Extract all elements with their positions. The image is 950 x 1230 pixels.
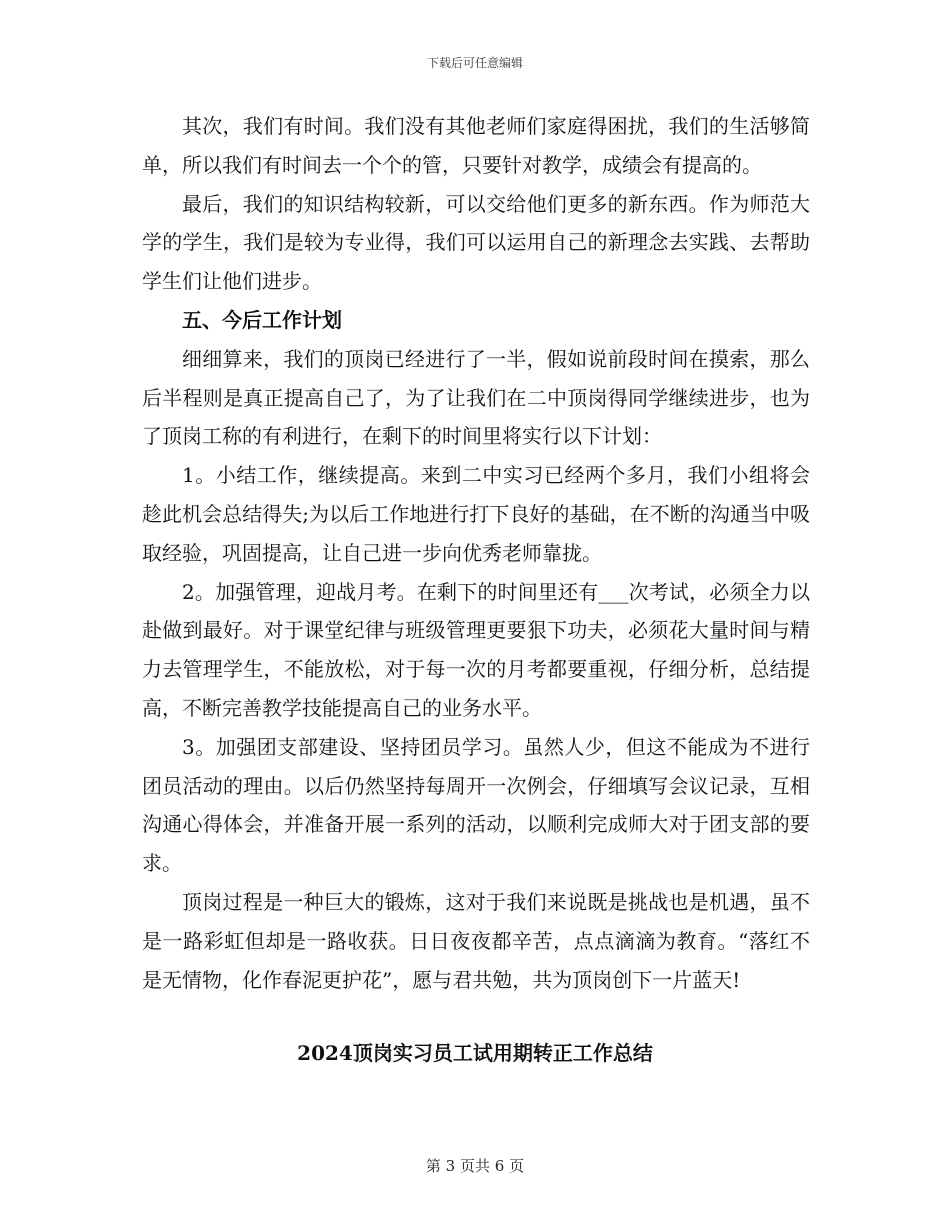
page-footer: 第 3 页共 6 页 — [425, 1157, 525, 1175]
paragraph-conclusion: 顶岗过程是一种巨大的锻炼，这对于我们来说既是挑战也是机遇，虽不是一路彩虹但却是一路收获。日日夜夜都辛苦，点点滴滴为教育。“落红不是无情物，化作春泥更护花”，愿与君共勉，共为顶岗创下一片蓝天! — [142, 889, 810, 992]
paragraph-second-reason: 其次，我们有时间。我们没有其他老师们家庭得困扰，我们的生活够简单，所以我们有时间去一个个的管，只要针对教学，成绩会有提高的。 — [142, 114, 810, 177]
next-document-title: 2024顶岗实习员工试用期转正工作总结 — [297, 1041, 653, 1065]
section-heading-future-plan: 五、今后工作计划 — [182, 307, 342, 332]
document-body — [142, 107, 810, 999]
paragraph-plan-intro: 细细算来，我们的顶岗已经进行了一半，假如说前段时间在摸索，那么后半程则是真正提高自己了，为了让我们在二中顶岗得同学继续进步，也为了顶岗工称的有利进行，在剩下的时间里将实行以下计划： — [142, 346, 810, 449]
paragraph-plan-item-2: 2。加强管理，迎战月考。在剩下的时间里还有___次考试，必须全力以赴做到最好。对于课堂纪律与班级管理更要狠下功夫，必须花大量时间与精力去管理学生，不能放松，对于每一次的月考都要重视，仔细分析，总结提高，不断完善教学技能提高自己的业务水平。 — [142, 579, 810, 720]
page-header: 下载后可任意编辑 — [426, 56, 523, 70]
paragraph-plan-item-1: 1。小结工作，继续提高。来到二中实习已经两个多月，我们小组将会趁此机会总结得失;为以后工作地进行打下良好的基础，在不断的沟通当中吸取经验，巩固提高，让自己进一步向优秀老师靠拢。 — [142, 463, 810, 565]
paragraph-last-reason: 最后，我们的知识结构较新，可以交给他们更多的新东西。作为师范大学的学生，我们是较为专业得，我们可以运用自己的新理念去实践、去帮助学生们让他们进步。 — [142, 191, 810, 294]
paragraph-plan-item-3: 3。加强团支部建设、坚持团员学习。虽然人少，但这不能成为不进行团员活动的理由。以后仍然坚持每周开一次例会，仔细填写会议记录，互相沟通心得体会，并准备开展一系列的活动，以顺利完成师大对于团支部的要求。 — [142, 734, 810, 876]
